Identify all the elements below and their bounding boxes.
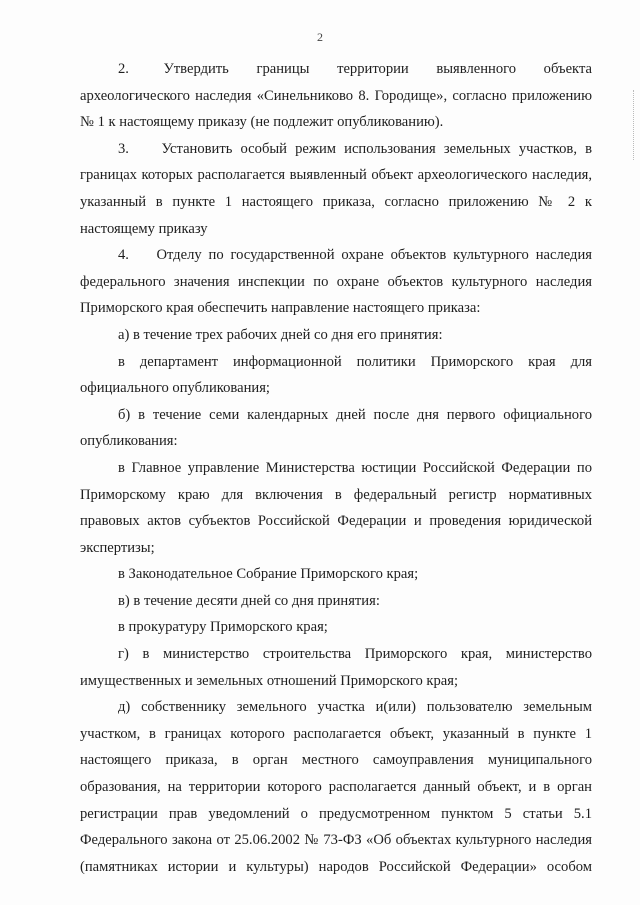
paragraph-legislative-assembly: в Законодательное Собрание Приморского края; (118, 566, 419, 583)
page-number: 2 (317, 30, 323, 44)
paragraph-information-policy: в департамент информационной политики Приморского края для официального опубликования; (80, 353, 592, 397)
paragraph-item-v: в) в течение десяти дней со дня принятия: (118, 592, 380, 609)
paragraph-item-a: а) в течение трех рабочих дней со дня его принятия: (118, 326, 443, 343)
paragraph-item-d: д) собственнику земельного участка и(или) пользователю земельным участком, в границах которого располагается объект, указанный в пункте 1 настоящего приказа, в орган местного самоуправления муниципального образования, на территории которого располагается данный объект, и в орган регистрации прав уведомлений о предусмотренном пунктом 5 статьи 5.1 Федерального закона от 25.06.2002 № 73-ФЗ «Об объектах культурного наследия (памятниках истории и культуры) народов Российской Федерации» особом (80, 699, 592, 875)
paragraph-item-b: б) в течение семи календарных дней после дня первого официального опубликования: (80, 406, 592, 450)
paragraph-approve-boundaries: 2. Утвердить границы территории выявленного объекта археологического наследия «Синельниково 8. Городище», согласно приложению № 1 к настоящему приказу (не подлежит опубликованию). (80, 61, 592, 131)
scan-margin-mark (633, 90, 636, 160)
paragraph-item-g: г) в министерство строительства Приморского края, министерство имущественных и земельных отношений Приморского края; (80, 646, 592, 689)
paragraph-special-regime: 3. Установить особый режим использования земельных участков, в границах которых располагается выявленный объект археологического наследия, указанный в пункте 1 настоящего приказа, согласно приложению № 2 к настоящему приказу (80, 140, 592, 237)
paragraph-prosecutor: в прокуратуру Приморского края; (118, 619, 328, 636)
paragraph-department-instruction: 4. Отделу по государственной охране объектов культурного наследия федерального значения инспекции по охране объектов культурного наследия Приморского края обеспечить направление настоящего приказа: (80, 247, 592, 317)
document-body (80, 56, 592, 880)
paragraph-ministry-justice: в Главное управление Министерства юстиции Российской Федерации по Приморскому краю для включения в федеральный регистр нормативных правовых актов субъектов Российской Федерации и проведения юридической экспертизы; (80, 459, 592, 556)
